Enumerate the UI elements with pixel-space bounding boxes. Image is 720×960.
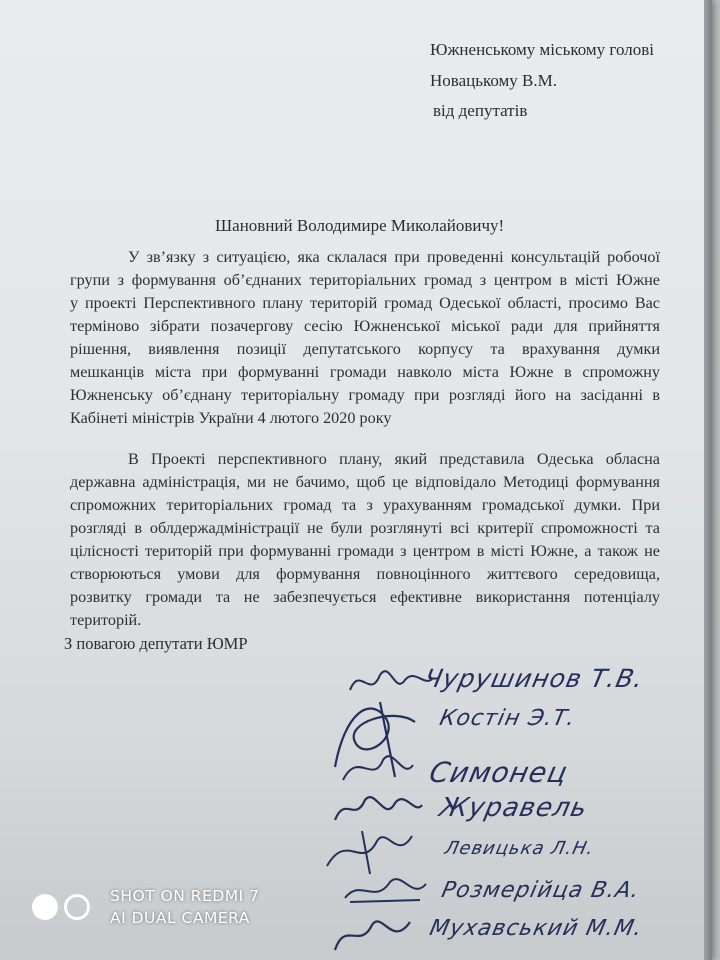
signature-scribble-5 [322,826,417,876]
paragraph-1 [70,246,660,430]
signature-name-3: Симонец [426,756,572,789]
paragraph-line: цілісності територій при формуванні громади з центром в місті Южне, а також не [70,542,660,560]
signature-name-4: Журавель [436,793,591,823]
watermark-dot-icon [32,894,58,920]
from-deputies: від депутатів [433,101,528,120]
paragraph-line: розгляді в облдержадміністрації не були розглянуті всі критерії спроможності та [70,519,660,537]
addressee-name: Новацькому В.М. [430,71,558,90]
watermark-line-2: AI DUAL CAMERA [110,909,250,927]
paragraph-line: у проекті Перспективного плану територій громад Одеської області, просимо Вас [70,294,660,312]
paragraph-line: В Проекті перспективного плану, який представила Одеська обласна [128,450,660,468]
signature-name-5: Левицька Л.Н. [442,838,597,859]
paragraph-line: створюються умови для формування повноцінного життєвого середовища, [70,565,660,583]
camera-watermark [32,885,260,929]
signature-name-2: Костін Э.Т. [437,706,578,731]
paragraph-line: У зв’язку з ситуацією, яка склалася при проведенні консультацій робочої [128,248,660,266]
signature-scribble-6 [340,870,430,910]
paragraph-line: мешканців міста при формуванні громади навколо міста Южне в спроможну [70,363,660,381]
signature-name-7: Мухавський М.М. [427,916,646,941]
signature-name-1: Чурушинов Т.В. [421,664,647,693]
paragraph-line: Кабінеті міністрів України 4 лютого 2020 року [70,409,392,427]
salutation: Шановний Володимире Миколайовичу! [215,216,505,235]
paragraph-2 [70,448,660,632]
paragraph-line: групи з формування об’єднаних територіальних громад з центром в місті Южне [70,271,660,289]
signature-scribble-4 [330,785,425,830]
addressee-line: Южненському міському голові [430,40,654,59]
watermark-line-1: SHOT ON REDMI 7 [110,887,260,905]
closing-line: З повагою депутати ЮМР [64,634,248,653]
paragraph-line: Южненську об’єднану територіальну громаду при розгляді його на засіданні в [70,386,660,404]
watermark-text [110,885,260,929]
paragraph-line: розвитку громади та не забезпечується ефективне використання потенціалу [70,588,660,606]
watermark-ring-icon [64,894,90,920]
signature-scribble-7 [330,910,420,955]
signature-name-6: Розмерійца В.А. [439,878,643,903]
paragraph-line: спроможних територіальних громад та з урахуванням громадської думки. При [70,496,660,514]
paragraph-line: терміново зібрати позачергову сесію Южненської міської ради для прийняття [70,317,660,335]
paragraph-line: територій. [70,611,142,629]
page-edge-shadow [704,0,712,960]
paragraph-line: державна адміністрація, ми не бачимо, щоб це відповідало Методиці формування [70,473,660,491]
paragraph-line: рішення, виявлення позиції депутатського корпусу та врахування думки [70,340,660,358]
